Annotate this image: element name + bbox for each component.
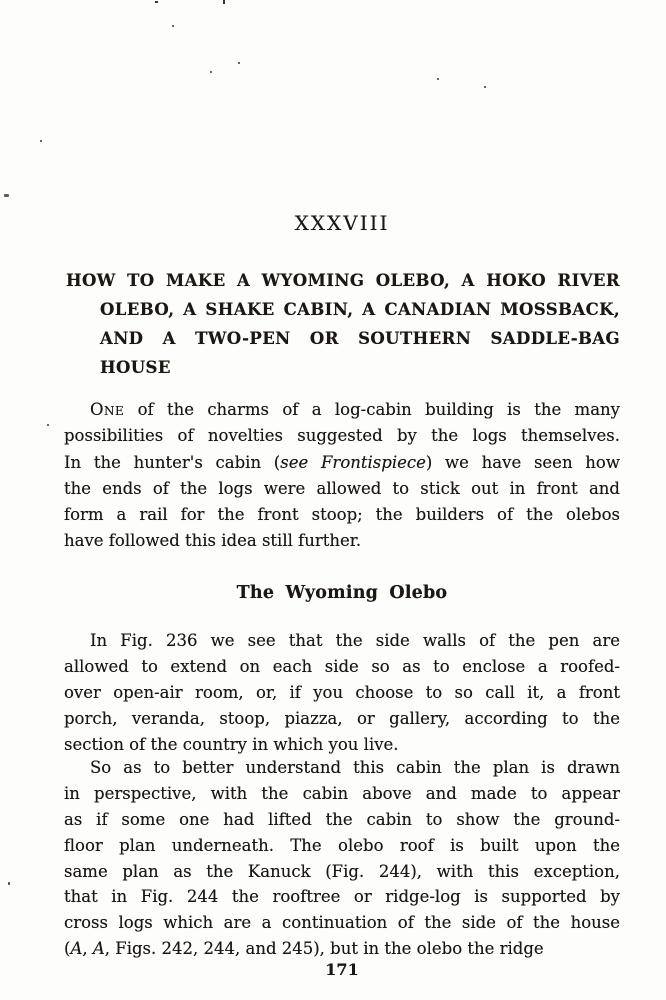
italic-segment: A [70,939,83,959]
chapter-title-line-1: HOW TO MAKE A WYOMING OLEBO, A HOKO RIVER [66,271,620,290]
text-line [64,936,620,962]
text-line: the ends of the logs were allowed to stick out in front and [64,478,620,498]
scan-speck [210,71,212,73]
text-line: possibilities of novelties suggested by the logs themselves. [64,426,620,446]
text-line: allowed to extend on each side so as to enclose a roofed- [64,656,620,676]
chapter-title-line-3: AND A TWO-PEN OR SOUTHERN SADDLE-BAG [100,329,620,348]
text-line: So as to better understand this cabin the plan is drawn [90,758,620,777]
text-segment: , Figs. 242, 244, and 245), but in the olebo the ridge [104,939,544,959]
text-line: that in Fig. 244 the rooftree or ridge-log is supported by [64,887,620,907]
smallcaps-lead: One [90,400,125,419]
text-line: floor plan underneath. The olebo roof is built upon the [64,835,620,855]
paragraph-one [64,397,620,555]
paragraph-three [64,755,620,962]
scan-speck [172,25,174,27]
text-line: have followed this idea still further. [64,531,362,551]
text-line: In Fig. 236 we see that the side walls of the pen are [90,631,620,650]
scan-speck [437,78,439,80]
text-segment: , [82,939,93,959]
scan-speck [8,882,10,885]
chapter-numeral: XXXVIII [294,211,390,235]
text-line [64,450,620,476]
chapter-title-line-2: OLEBO, A SHAKE CABIN, A CANADIAN MOSSBACK, [100,300,620,319]
scan-speck [484,86,486,88]
scan-speck [4,194,9,197]
text-segment: ) we have seen how [425,452,620,472]
section-heading: The Wyoming Olebo [236,583,448,603]
text-line: cross logs which are a continuation of the side of the house [64,913,620,933]
chapter-title-line-4: HOUSE [100,358,171,377]
scan-speck [223,0,225,4]
text-line: form a rail for the front stoop; the builders of the olebos [64,505,620,525]
scan-speck [47,424,49,426]
text-line: in perspective, with the cabin above and made to appear [64,783,620,803]
text-segment: In the hunter's cabin ( [64,452,281,472]
text-segment: of the charms of a log-cabin building is the many [124,400,620,419]
text-line: over open-air room, or, if you choose to so call it, a front [64,682,620,702]
text-line: same plan as the Kanuck (Fig. 244), with this exception, [64,861,620,881]
scan-speck [155,1,158,3]
paragraph-two [64,628,620,757]
scan-speck [40,140,42,142]
scan-speck [238,62,240,64]
text-line: as if some one had lifted the cabin to show the ground- [64,809,620,829]
text-segment: ( [64,939,71,959]
italic-segment: see [280,452,309,472]
italic-segment: Frontispiece [320,452,426,472]
page-number: 171 [325,960,359,979]
chapter-title [66,266,620,382]
text-line: section of the country in which you live. [64,734,399,754]
italic-segment: A [92,939,105,959]
text-line [64,397,620,423]
text-line: porch, veranda, stoop, piazza, or gallery, according to the [64,708,620,728]
